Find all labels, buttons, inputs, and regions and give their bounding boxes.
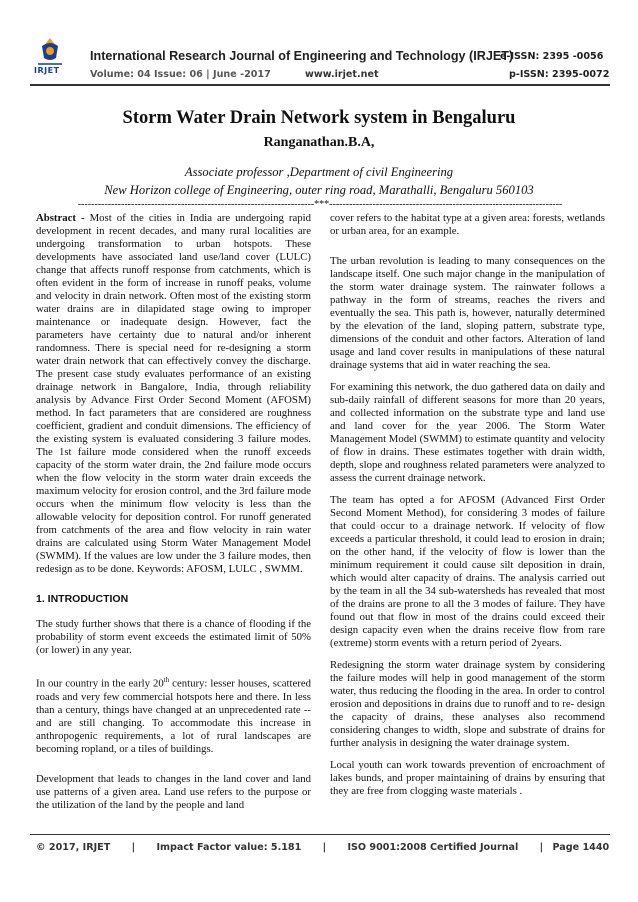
footer-separator: | (322, 842, 327, 853)
right-paragraph-2: The urban revolution is leading to many consequences on the landscape itself. One such major change in the manipulation of the storm water drainage system. The rainwater follows a pathway in the form of streams, reaches the rivers and eventually the sea. This path is, however, naturally determined by the elevation of the land, sloping pattern, substrate type, dimensions of the conduit and other factors. Alteration of land usage and land cover results in manipulations of these natural drainage systems that aid in water reaching the sea. (330, 255, 605, 371)
footer-page-number: Page 1440 (552, 842, 610, 853)
volume-issue: Volume: 04 Issue: 06 | June -2017 (90, 69, 271, 80)
journal-title: International Research Journal of Engineering and Technology (IRJET) (90, 49, 514, 63)
footer-separator: | (131, 842, 136, 853)
abstract (36, 212, 311, 576)
page-header (0, 0, 638, 78)
header-rule (30, 84, 610, 86)
intro-paragraph-1: The study further shows that there is a chance of flooding if the probability of storm event exceeds the estimated limit of 50% (or lower) in any year. (36, 618, 311, 656)
page-footer (36, 842, 610, 853)
intro-paragraph-2 (36, 674, 311, 756)
footer-separator: | (539, 842, 544, 853)
section-heading-introduction: 1. INTRODUCTION (36, 593, 129, 605)
affiliation-line-2: New Horizon college of Engineering, outer ring road, Marathalli, Bengaluru 560103 (104, 183, 534, 197)
intro-paragraph-2-start: In our country in the early 20 (36, 677, 164, 690)
journal-website[interactable]: www.irjet.net (305, 69, 379, 80)
right-paragraph-4: The team has opted a for AFOSM (Advanced First Order Second Moment Method), for considering 3 modes of failure that could occur to a drainage network. If velocity of flow exceeds a particular threshold, it could lead to erosion in drain; on the other hand, if the velocity of flow is lower than the minimum requirement it could cause silt deposition in drain, which would alter capacity of drains. The analysis carried out by the team in all the 34 sub-watersheds has revealed that most of the drains are prone to all the 3 modes of failure. They have found out that flow in most of the drains could exceed their design capacity even when the drains receive flow from rare (extreme) storm events with a return period of 2years. (330, 494, 605, 649)
p-issn: p-ISSN: 2395-0072 (509, 69, 610, 80)
irjet-logo (34, 36, 66, 76)
right-paragraph-1: cover refers to the habitat type at a given area: forests, wetlands or urban area, for an example. (330, 212, 605, 237)
intro-paragraph-2-rest: century: lesser houses, scattered roads and very few commercial hotspots here and there. In less than a century, things have changed at an unprecedented rate -- and are still changing. To accommodate this increase in anthropogenic requirements, a lot of rural landscapes are becoming ropland, or a tiles of buildings. (36, 677, 311, 755)
abstract-text: Most of the cities in India are undergoing rapid development in recent decades, and many rural localities are undergoing transformation to urban hotspots. These developments have associated land use/land cover (LULC) change that affects runoff response from catchments, which is often evident in the form of increase in runoff peaks, volume and velocity in drain network. Often most of the existing storm water drains are in dilapidated stage owing to improper maintenance or inadequate design. However, fact the parameters have certainty due to natural and/or inherent randomness. There is special need for re-designing a storm water drain network that can effectively convey the discharge. The present case study evaluates performance of an existing drainage network in Bangalore, India, through reliability analysis by Advance First Order Second Moment (AFOSM) method. In fact parameters that are considered are roughness coefficient, gradient and conduit dimensions. The efficiency of the existing system is evaluated considering 3 failure modes. The 1st failure mode considered when the runoff exceeds capacity of the storm water drain, the 2nd failure mode occurs when the flow velocity in the storm water drain exceeds the maximum velocity for erosion control, and the 3rd failure mode occurs when the minimum flow velocity is less than the allowable velocity for deposition control. For runoff generated from catchments of the area and flow velocity in rain water drains are calculated using Storm Water Management Model (SWMM). If the values are low under the 3 failure modes, then redesign as to be done. Keywords: AFOSM, LULC , SWMM. (36, 212, 311, 575)
superscript-th: th (163, 676, 170, 684)
right-column (330, 212, 605, 807)
affiliation-line-1: Associate professor ,Department of civil Engineering (184, 165, 454, 179)
paper-title: Storm Water Drain Network system in Bengaluru (122, 108, 516, 128)
author-name: Ranganathan.B.A, (263, 135, 375, 150)
right-paragraph-6: Local youth can work towards prevention of encroachment of lakes bunds, and proper maintaining of drains by ensuring that they are free from clogging waste materials . (330, 759, 605, 797)
section-separator: -----------------------------------------------------------------------***---------------------------------------------------------------------- (77, 199, 563, 210)
intro-paragraph-3: Development that leads to changes in the land cover and land use patterns of a given area. Land use refers to the purpose or the utilization of the land by the people and land (36, 772, 311, 811)
abstract-label: Abstract - (36, 212, 85, 224)
footer-rule (30, 834, 610, 835)
right-paragraph-3: For examining this network, the duo gathered data on daily and sub-daily rainfall of different seasons for more than 20 years, and collected information on the substrate type and land use and land cover for the year 2006. The Storm Water Management Model (SWMM) to estimate quantity and velocity of flow in drains. These estimates together with drain width, depth, slope and roughness related parameters were analyzed to assess the current drainage network. (330, 381, 605, 484)
footer-iso: ISO 9001:2008 Certified Journal (347, 842, 519, 853)
left-column (36, 212, 311, 821)
footer-copyright: © 2017, IRJET (36, 842, 111, 853)
footer-impact-factor: Impact Factor value: 5.181 (156, 842, 302, 853)
right-paragraph-5: Redesigning the storm water drainage system by considering the failure modes will help in good management of the storm water, thus reducing the flooding in the area. In order to control erosion and depositions in drains due to runoff and to re- design the capacity of drains, these analyses also recommend considering changes to width, slope and substrate of drains for further analysis in designing the water drainage system. (330, 659, 605, 749)
irjet-logo-text: IRJET (34, 66, 60, 75)
e-issn: e-ISSN: 2395 -0056 (500, 51, 604, 62)
